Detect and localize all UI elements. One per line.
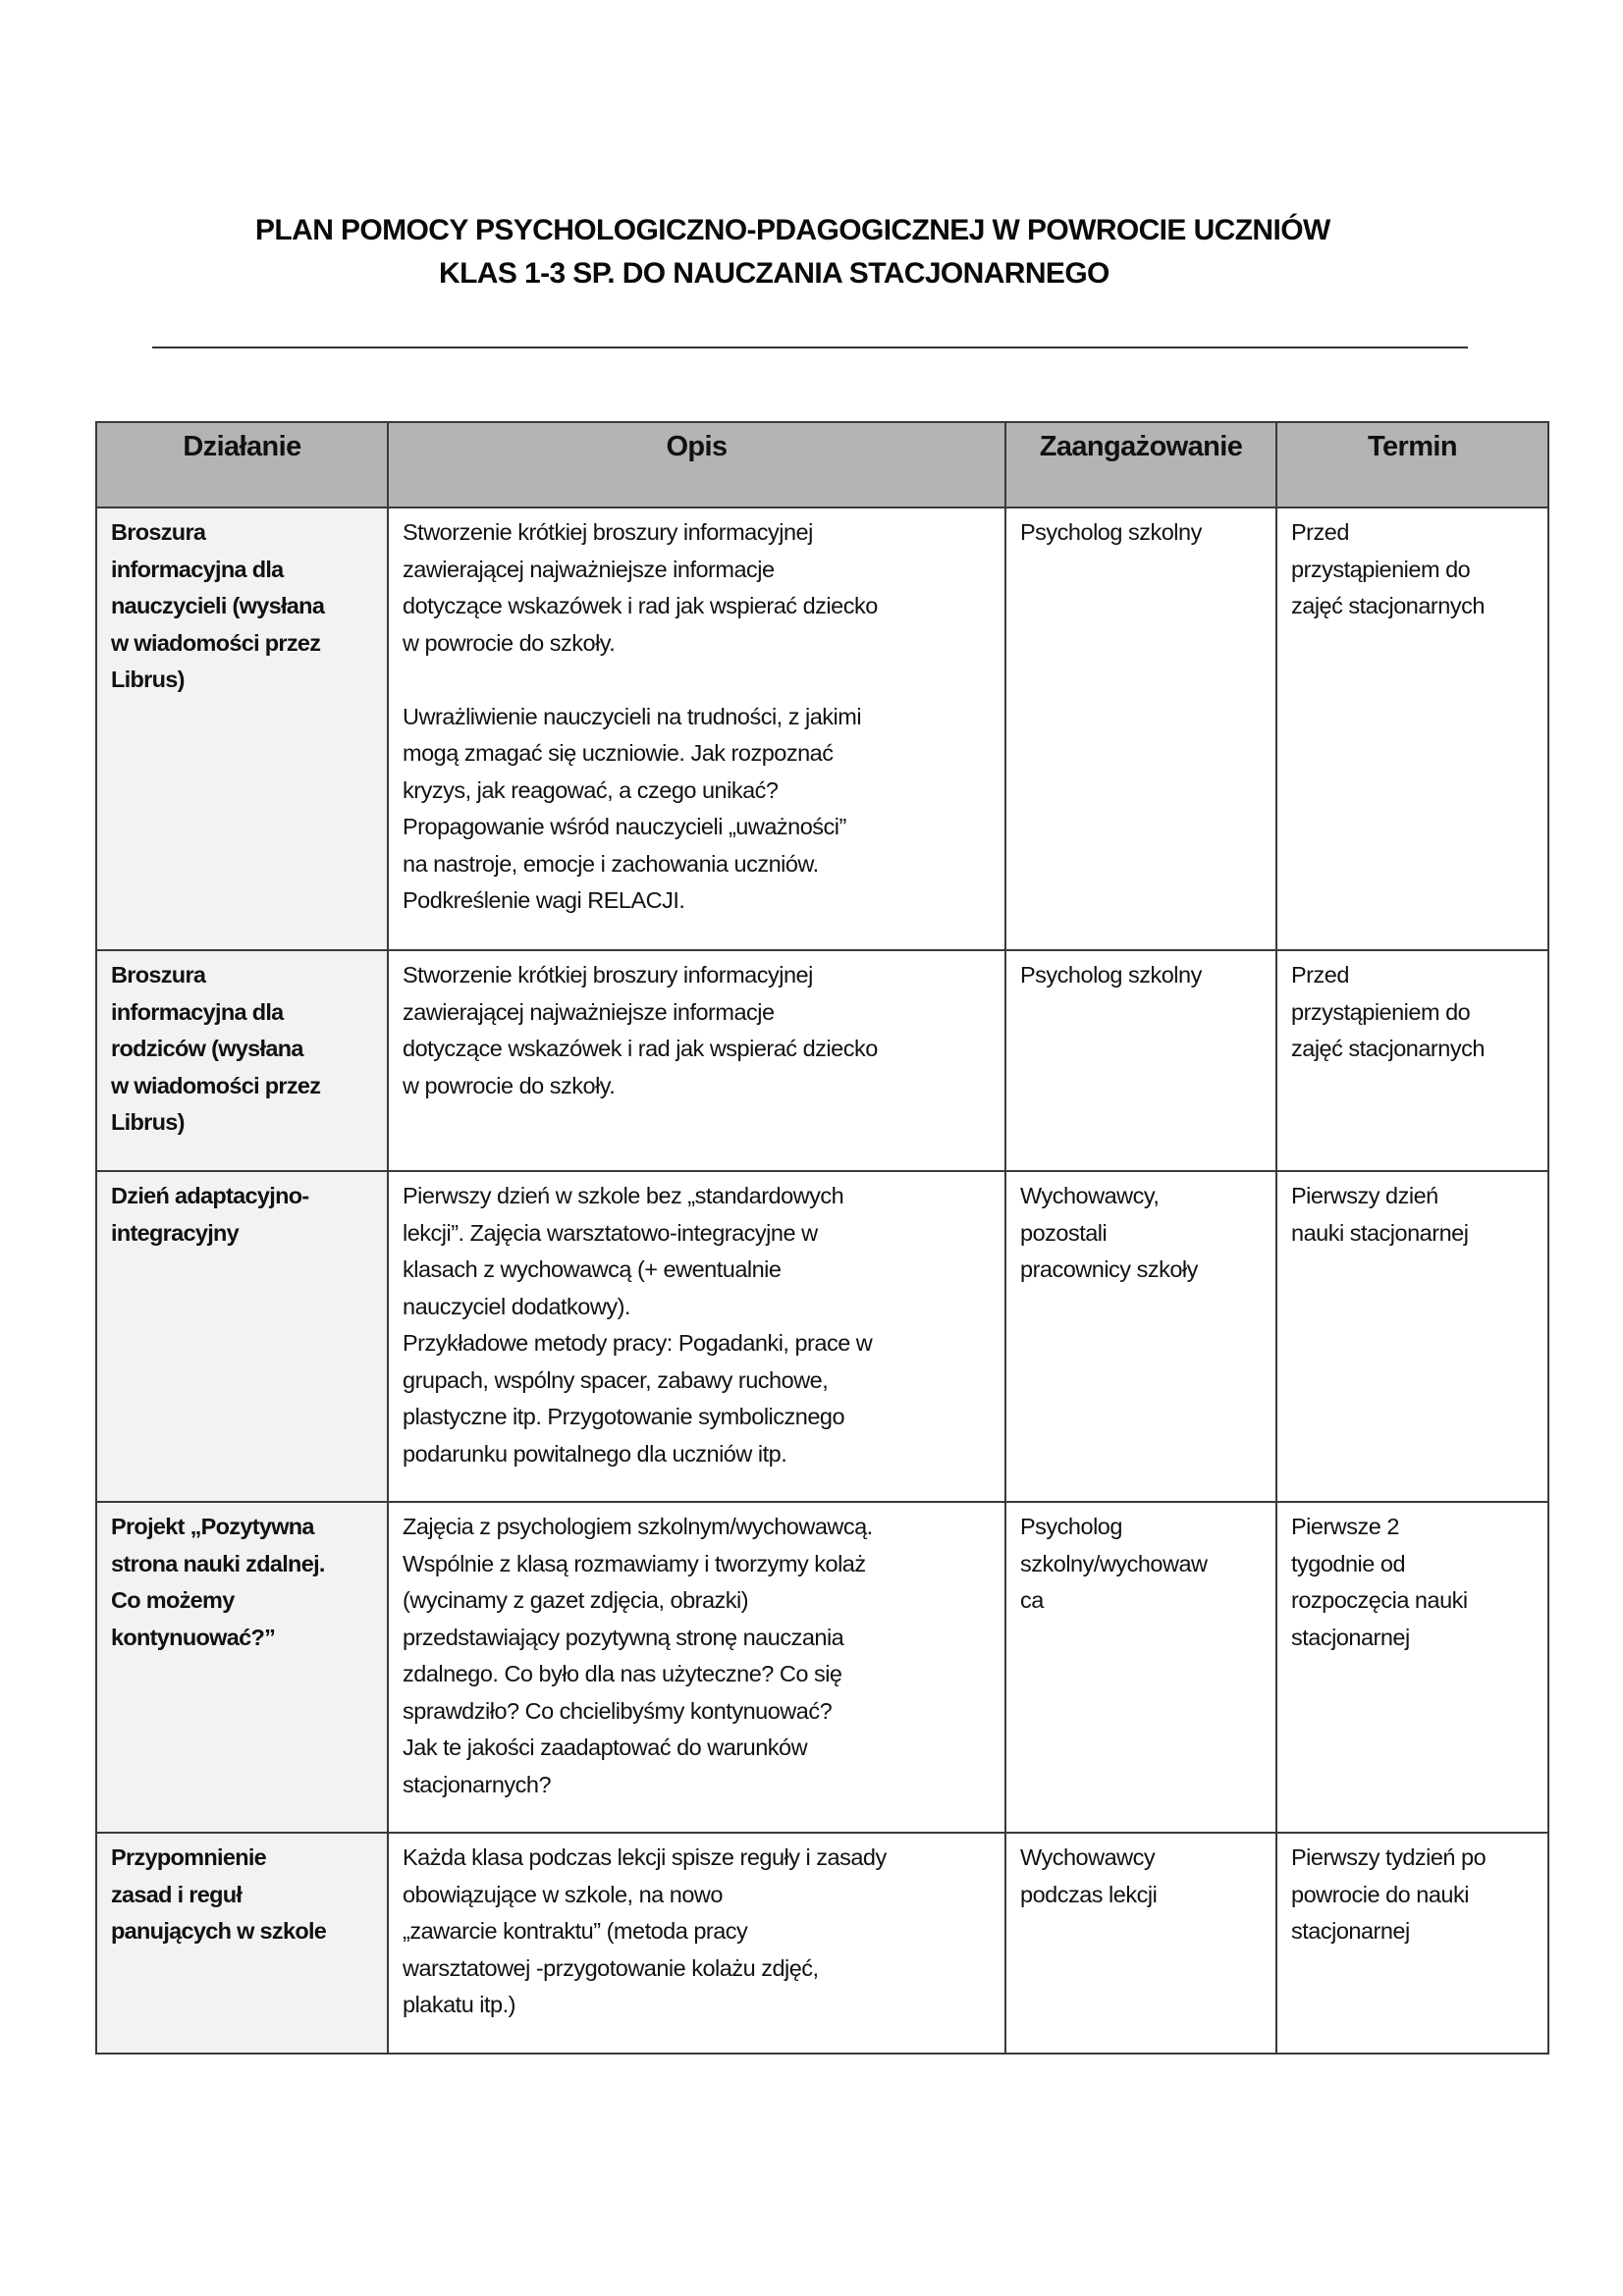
cell-opis bbox=[388, 950, 1005, 1171]
document-title-line-1: PLAN POMOCY PSYCHOLOGICZNO-PDAGOGICZNEJ W POWROCIE UCZNIÓW bbox=[255, 214, 1330, 246]
cell-opis bbox=[388, 1833, 1005, 2054]
cell-text-line: zdalnego. Co było dla nas użyteczne? Co się bbox=[403, 1661, 842, 1686]
cell-termin bbox=[1276, 950, 1548, 1171]
cell-text-line: nauczyciel dodatkowy). bbox=[403, 1293, 630, 1319]
header-zaangazowanie: Zaangażowanie bbox=[1005, 422, 1276, 507]
cell-text-line: Stworzenie krótkiej broszury informacyjnej bbox=[403, 962, 813, 988]
cell-text-line: strona nauki zdalnej. bbox=[111, 1550, 325, 1576]
cell-text-line: tygodnie od bbox=[1291, 1550, 1406, 1576]
cell-text-line: Uwrażliwienie nauczycieli na trudności, z jakimi bbox=[403, 703, 862, 729]
table-row bbox=[96, 1171, 1548, 1502]
cell-text-line: Psycholog bbox=[1020, 1514, 1122, 1539]
table-header-row bbox=[96, 422, 1548, 507]
cell-zaangazowanie bbox=[1005, 1171, 1276, 1502]
header-opis: Opis bbox=[388, 422, 1005, 507]
cell-text-line: obowiązujące w szkole, na nowo bbox=[403, 1881, 723, 1907]
cell-text-line: grupach, wspólny spacer, zabawy ruchowe, bbox=[403, 1366, 829, 1393]
cell-zaangazowanie bbox=[1005, 507, 1276, 950]
cell-dzialanie bbox=[96, 1502, 388, 1833]
table-row bbox=[96, 1833, 1548, 2054]
cell-text-line: w wiadomości przez bbox=[111, 1072, 321, 1098]
cell-text-line: kontynuować?” bbox=[111, 1624, 276, 1650]
cell-termin bbox=[1276, 507, 1548, 950]
cell-text-line: w powrocie do szkoły. bbox=[403, 1072, 616, 1098]
cell-text-line: Wychowawcy, bbox=[1020, 1183, 1160, 1208]
cell-opis bbox=[388, 1502, 1005, 1833]
cell-text-line: Zajęcia z psychologiem szkolnym/wychowawcą. bbox=[403, 1514, 873, 1539]
cell-text-line: ca bbox=[1020, 1587, 1044, 1613]
cell-text-line: powrocie do nauki bbox=[1291, 1881, 1469, 1907]
cell-text-line: Przed bbox=[1291, 962, 1349, 988]
paragraph-gap bbox=[403, 662, 995, 699]
cell-text-line: lekcji”. Zajęcia warsztatowo-integracyjne w bbox=[403, 1219, 818, 1246]
support-plan-table bbox=[95, 421, 1549, 2055]
cell-text-line: Projekt „Pozytywna bbox=[111, 1514, 314, 1539]
cell-text-line: Przypomnienie bbox=[111, 1844, 267, 1870]
cell-text-line: rodziców (wysłana bbox=[111, 1036, 303, 1061]
cell-text-line: Przykładowe metody pracy: Pogadanki, prace w bbox=[403, 1330, 873, 1356]
table-row bbox=[96, 950, 1548, 1171]
cell-text-line: Psycholog szkolny bbox=[1020, 519, 1202, 545]
cell-text-line: panujących w szkole bbox=[111, 1918, 327, 1944]
cell-dzialanie bbox=[96, 1171, 388, 1502]
cell-text-line: w wiadomości przez bbox=[111, 629, 321, 656]
table-row bbox=[96, 507, 1548, 950]
cell-text-line: informacyjna dla bbox=[111, 556, 284, 582]
header-dzialanie: Działanie bbox=[96, 422, 388, 507]
cell-text-line: Librus) bbox=[111, 1109, 185, 1135]
cell-text-line: zasad i reguł bbox=[111, 1881, 243, 1907]
cell-text-line: Dzień adaptacyjno- bbox=[111, 1183, 309, 1208]
cell-text-line: przedstawiający pozytywną stronę nauczania bbox=[403, 1624, 844, 1650]
cell-dzialanie bbox=[96, 1833, 388, 2054]
cell-text-line: Pierwszy tydzień po bbox=[1291, 1844, 1487, 1870]
cell-text-line: pozostali bbox=[1020, 1219, 1108, 1246]
cell-text-line: kryzys, jak reagować, a czego unikać? bbox=[403, 776, 779, 803]
cell-text-line: Librus) bbox=[111, 667, 185, 692]
cell-termin bbox=[1276, 1833, 1548, 2054]
cell-text-line: Przed bbox=[1291, 519, 1349, 545]
cell-text-line: plakatu itp.) bbox=[403, 1992, 515, 2017]
cell-dzialanie bbox=[96, 507, 388, 950]
cell-text-line: dotyczące wskazówek i rad jak wspierać dziecko bbox=[403, 1036, 878, 1061]
document-title-line-2: KLAS 1-3 SP. DO NAUCZANIA STACJONARNEGO bbox=[439, 257, 1109, 290]
cell-text-line: zawierającej najważniejsze informacje bbox=[403, 556, 775, 582]
cell-text-line: Broszura bbox=[111, 962, 206, 988]
cell-text-line: stacjonarnej bbox=[1291, 1624, 1410, 1650]
cell-text-line: przystąpieniem do bbox=[1291, 998, 1471, 1025]
cell-text-line: Stworzenie krótkiej broszury informacyjnej bbox=[403, 519, 813, 545]
header-termin: Termin bbox=[1276, 422, 1548, 507]
cell-text-line: plastyczne itp. Przygotowanie symbolicznego bbox=[403, 1404, 845, 1429]
cell-text-line: stacjonarnych? bbox=[403, 1771, 552, 1797]
cell-text-line: dotyczące wskazówek i rad jak wspierać dziecko bbox=[403, 593, 878, 618]
cell-text-line: mogą zmagać się uczniowie. Jak rozpoznać bbox=[403, 740, 834, 766]
cell-text-line: sprawdziło? Co chcielibyśmy kontynuować? bbox=[403, 1697, 833, 1724]
cell-text-line: „zawarcie kontraktu” (metoda pracy bbox=[403, 1918, 748, 1944]
table-row bbox=[96, 1502, 1548, 1833]
cell-text-line: klasach z wychowawcą (+ ewentualnie bbox=[403, 1256, 782, 1282]
cell-text-line: integracyjny bbox=[111, 1219, 240, 1246]
cell-text-line: nauki stacjonarnej bbox=[1291, 1219, 1469, 1246]
cell-text-line: podarunku powitalnego dla uczniów itp. bbox=[403, 1440, 787, 1467]
cell-text-line: rozpoczęcia nauki bbox=[1291, 1587, 1468, 1613]
cell-text-line: Propagowanie wśród nauczycieli „uważności” bbox=[403, 814, 846, 839]
cell-dzialanie bbox=[96, 950, 388, 1171]
cell-zaangazowanie bbox=[1005, 1502, 1276, 1833]
cell-text-line: Każda klasa podczas lekcji spisze reguły i zasady bbox=[403, 1844, 887, 1870]
cell-text-line: Pierwsze 2 bbox=[1291, 1514, 1399, 1539]
cell-text-line: pracownicy szkoły bbox=[1020, 1256, 1198, 1282]
cell-text-line: stacjonarnej bbox=[1291, 1918, 1410, 1944]
cell-text-line: w powrocie do szkoły. bbox=[403, 629, 616, 656]
cell-text-line: Wspólnie z klasą rozmawiamy i tworzymy kolaż bbox=[403, 1550, 866, 1576]
cell-text-line: nauczycieli (wysłana bbox=[111, 593, 325, 618]
cell-text-line: Broszura bbox=[111, 519, 206, 545]
cell-text-line: Wychowawcy bbox=[1020, 1844, 1156, 1870]
cell-text-line: zawierającej najważniejsze informacje bbox=[403, 998, 775, 1025]
cell-text-line: warsztatowej -przygotowanie kolażu zdjęć, bbox=[403, 1954, 819, 1981]
cell-text-line: Psycholog szkolny bbox=[1020, 962, 1202, 988]
cell-text-line: szkolny/wychowaw bbox=[1020, 1550, 1208, 1576]
cell-text-line: na nastroje, emocje i zachowania uczniów. bbox=[403, 850, 819, 877]
cell-text-line: Pierwszy dzień w szkole bez „standardowych bbox=[403, 1183, 844, 1208]
cell-termin bbox=[1276, 1171, 1548, 1502]
title-divider bbox=[152, 347, 1468, 348]
cell-termin bbox=[1276, 1502, 1548, 1833]
cell-text-line: informacyjna dla bbox=[111, 998, 284, 1025]
cell-text-line: zajęć stacjonarnych bbox=[1291, 1036, 1485, 1061]
cell-zaangazowanie bbox=[1005, 1833, 1276, 2054]
cell-text-line: Jak te jakości zaadaptować do warunków bbox=[403, 1735, 808, 1760]
cell-text-line: Podkreślenie wagi RELACJI. bbox=[403, 887, 685, 913]
cell-text-line: podczas lekcji bbox=[1020, 1881, 1158, 1907]
cell-text-line: zajęć stacjonarnych bbox=[1291, 593, 1485, 618]
cell-text-line: przystąpieniem do bbox=[1291, 556, 1471, 582]
cell-opis bbox=[388, 1171, 1005, 1502]
cell-text-line: (wycinamy z gazet zdjęcia, obrazki) bbox=[403, 1587, 749, 1613]
cell-text-line: Pierwszy dzień bbox=[1291, 1183, 1438, 1208]
cell-zaangazowanie bbox=[1005, 950, 1276, 1171]
cell-text-line: Co możemy bbox=[111, 1587, 235, 1613]
cell-opis bbox=[388, 507, 1005, 950]
